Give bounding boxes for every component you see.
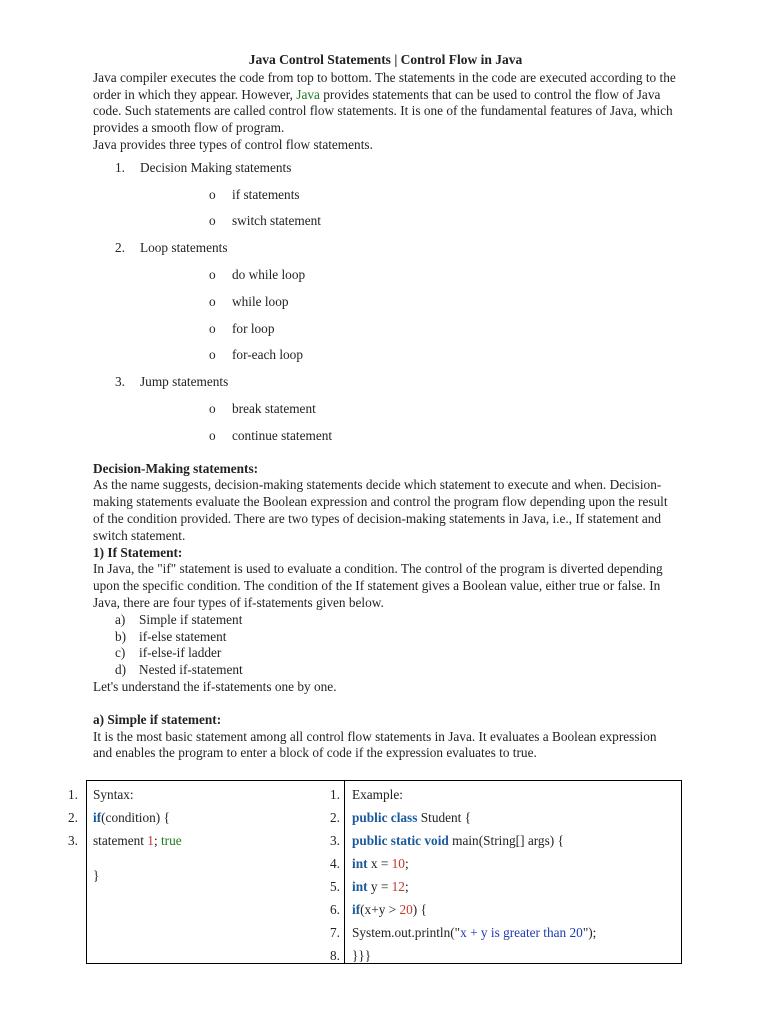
example-line-main: public static void main(String[] args) {: [352, 833, 564, 848]
sub-item: o for loop: [209, 320, 275, 336]
example-line-class: public class Student {: [352, 810, 472, 825]
bullet-marker: o: [209, 213, 216, 229]
document-page: [93, 52, 678, 762]
bullet-marker: o: [209, 266, 216, 282]
outline-label: Loop statements: [140, 240, 228, 256]
if-type-item: d) Nested if-statement: [115, 662, 243, 678]
intro-paragraph: Java compiler executes the code from top to bottom. The statements in the code are executed according to the order in which they appear. However, Java provides statements that can be used to control the flow of Java code. Such statements are called control flow statements. It is one of the fundamental features of Java, which provides a smooth flow of program.: [93, 69, 676, 136]
syntax-line-if: if(condition) {: [93, 810, 170, 825]
outline-item-decision: [93, 160, 678, 230]
line-number: 6.: [330, 902, 340, 917]
line-number: 1.: [330, 787, 340, 802]
if-paragraph: In Java, the "if" statement is used to evaluate a condition. The control of the program is diverted depending upon the specific condition. The condition of the If statement gives a Boolean value, either true or false. In Java, there are four types of if-statements given below.: [93, 561, 663, 610]
bullet-marker: o: [209, 427, 216, 443]
example-line-if: if(x+y > 20) {: [352, 902, 427, 917]
if-closing: Let's understand the if-statements one by one.: [93, 678, 337, 694]
decision-heading: Decision-Making statements:: [93, 460, 259, 476]
outline-label: Decision Making statements: [140, 159, 292, 175]
example-label: Example:: [352, 787, 403, 802]
example-line-y: int y = 12;: [352, 879, 409, 894]
line-number: 5.: [330, 879, 340, 894]
outline-number: 1.: [115, 159, 125, 175]
outline-number: 2.: [115, 240, 125, 256]
java-link[interactable]: Java: [296, 86, 320, 102]
line-number: 2.: [330, 810, 340, 825]
bullet-marker: o: [209, 320, 216, 336]
sub-item: o while loop: [209, 293, 289, 309]
simple-if-paragraph: It is the most basic statement among all control flow statements in Java. It evaluates a Boolean expression and enables the program to enter a block of code if the expression evaluates to true.: [93, 728, 657, 761]
line-number: 2.: [68, 810, 78, 825]
line-number: 7.: [330, 925, 340, 940]
page-title: Java Control Statements | Control Flow in Java: [248, 52, 523, 67]
simple-if-heading: a) Simple if statement:: [93, 711, 222, 727]
decision-paragraph: As the name suggests, decision-making statements decide which statement to execute and when. Decision-making statements evaluate the Boolean expression and control the program flow depending upon the result of the condition provided. There are two types of decision-making statements in Java, i.e., If statement and switch statement.: [93, 477, 668, 543]
outline-item-loop: [93, 240, 678, 364]
example-line-close: }}}: [352, 948, 372, 963]
if-heading: 1) If Statement:: [93, 544, 183, 560]
line-number: 4.: [330, 856, 340, 871]
bullet-marker: o: [209, 186, 216, 202]
outline-sublist: [140, 187, 678, 231]
bullet-marker: o: [209, 400, 216, 416]
sub-item: o continue statement: [209, 427, 333, 443]
sub-item: o do while loop: [209, 266, 306, 282]
outline-number: 3.: [115, 374, 125, 390]
sub-item: o for-each loop: [209, 347, 303, 363]
line-number: 3.: [330, 833, 340, 848]
code-table-divider: [344, 780, 345, 964]
example-line-x: int x = 10;: [352, 856, 409, 871]
if-types-list: [93, 612, 678, 679]
syntax-line-close: }: [93, 868, 100, 883]
example-line-println: System.out.println("x + y is greater than 20");: [352, 925, 597, 940]
syntax-label: Syntax:: [93, 787, 134, 802]
sub-item: o switch statement: [209, 213, 321, 229]
if-type-item: c) if-else-if ladder: [115, 645, 222, 661]
control-statements-outline: [93, 160, 678, 445]
if-type-item: b) if-else statement: [115, 628, 227, 644]
bullet-marker: o: [209, 293, 216, 309]
line-number: 1.: [68, 787, 78, 802]
line-number: 8.: [330, 948, 340, 963]
outline-sublist: [140, 267, 678, 364]
sub-item: o break statement: [209, 400, 316, 416]
sub-item: o if statements: [209, 186, 300, 202]
bullet-marker: o: [209, 347, 216, 363]
if-type-item: a) Simple if statement: [115, 611, 243, 627]
intro-types-sentence: Java provides three types of control flow statements.: [93, 136, 373, 152]
line-number: 3.: [68, 833, 78, 848]
syntax-line-statement: statement 1; true: [93, 833, 182, 848]
outline-item-jump: [93, 374, 678, 444]
outline-label: Jump statements: [140, 374, 229, 390]
outline-sublist: [140, 401, 678, 445]
